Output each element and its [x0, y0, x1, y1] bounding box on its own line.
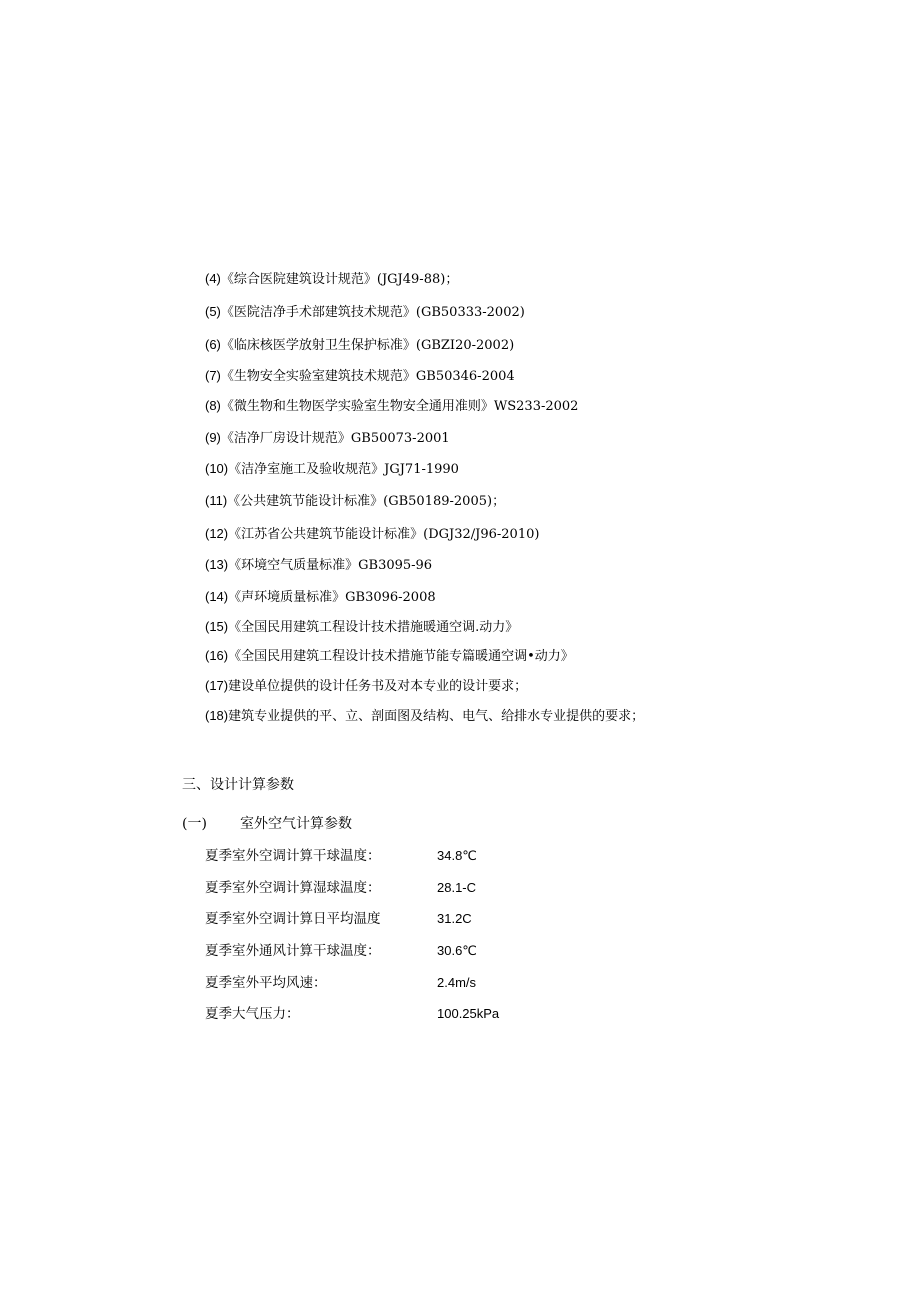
reference-text: 《公共建筑节能设计标准》(GB50189-2005)； [227, 494, 506, 509]
reference-text: 《环境空气质量标准》GB3095-96 [228, 558, 433, 573]
subsection-title: 室外空气计算参数 [240, 816, 352, 832]
parameter-value: 28.1-C [437, 880, 477, 895]
reference-item [205, 271, 458, 288]
reference-text: 《微生物和生物医学实验室生物安全通用准则》WS233-2002 [220, 399, 579, 414]
reference-item [205, 398, 578, 415]
reference-text: 建设单位提供的设计任务书及对本专业的设计要求； [228, 679, 528, 694]
reference-text: 《洁净厂房设计规范》GB50073-2001 [220, 431, 450, 446]
reference-number: (5) [205, 304, 221, 319]
reference-number: (4) [205, 271, 221, 286]
reference-text: 《综合医院建筑设计规范》(JGJ49-88)； [220, 272, 459, 287]
reference-item [205, 708, 644, 725]
reference-number: (18) [205, 708, 229, 723]
parameter-value: 30.6℃ [437, 943, 477, 958]
reference-text: 《全国民用建筑工程设计技术措施暖通空调.动力》 [228, 620, 519, 635]
reference-number: (15) [205, 619, 229, 634]
parameter-label: 夏季室外通风计算干球温度： [205, 943, 381, 959]
parameter-label: 夏季室外空调计算湿球温度： [205, 880, 381, 896]
reference-number: (9) [205, 430, 221, 445]
section-heading: 三、设计计算参数 [182, 777, 294, 793]
reference-text: 《全国民用建筑工程设计技术措施节能专篇暖通空调•动力》 [228, 649, 574, 664]
reference-item [205, 337, 514, 354]
parameter-label: 夏季室外平均风速： [205, 975, 327, 991]
reference-item [205, 430, 450, 447]
parameter-label: 夏季室外空调计算干球温度： [205, 848, 381, 864]
reference-item [205, 461, 459, 478]
reference-number: (7) [205, 368, 221, 383]
reference-item [205, 368, 515, 385]
reference-number: (16) [205, 648, 229, 663]
parameter-value: 34.8℃ [437, 848, 477, 863]
reference-number: (12) [205, 526, 229, 541]
reference-text: 建筑专业提供的平、立、剖面图及结构、电气、给排水专业提供的要求； [228, 709, 645, 724]
subsection-heading [182, 815, 352, 833]
parameter-value: 2.4m/s [437, 975, 477, 990]
reference-item [205, 557, 432, 574]
parameter-value: 31.2C [437, 911, 472, 926]
reference-number: (6) [205, 337, 221, 352]
parameter-label: 夏季大气压力： [205, 1006, 300, 1022]
reference-item [205, 304, 525, 321]
reference-number: (10) [205, 461, 229, 476]
reference-item [205, 589, 436, 606]
reference-item [205, 493, 505, 510]
reference-text: 《声环境质量标准》GB3096-2008 [228, 590, 436, 605]
reference-text: 《医院洁净手术部建筑技术规范》(GB50333-2002) [220, 305, 525, 320]
reference-item [205, 678, 527, 695]
reference-item [205, 648, 574, 665]
reference-number: (8) [205, 398, 221, 413]
reference-text: 《江苏省公共建筑节能设计标准》(DGJ32/J96-2010) [228, 527, 540, 542]
reference-item [205, 526, 539, 543]
reference-number: (13) [205, 557, 229, 572]
reference-text: 《洁净室施工及验收规范》JGJ71-1990 [228, 462, 459, 477]
reference-number: (17) [205, 678, 229, 693]
reference-number: (14) [205, 589, 229, 604]
parameter-value: 100.25kPa [437, 1006, 500, 1021]
reference-number: (11) [205, 493, 228, 508]
parameter-label: 夏季室外空调计算日平均温度 [205, 911, 381, 927]
reference-text: 《临床核医学放射卫生保护标准》(GBZI20-2002) [220, 338, 515, 353]
reference-item [205, 619, 518, 636]
subsection-number: (一) [182, 816, 207, 832]
reference-text: 《生物安全实验室建筑技术规范》GB50346-2004 [220, 369, 515, 384]
